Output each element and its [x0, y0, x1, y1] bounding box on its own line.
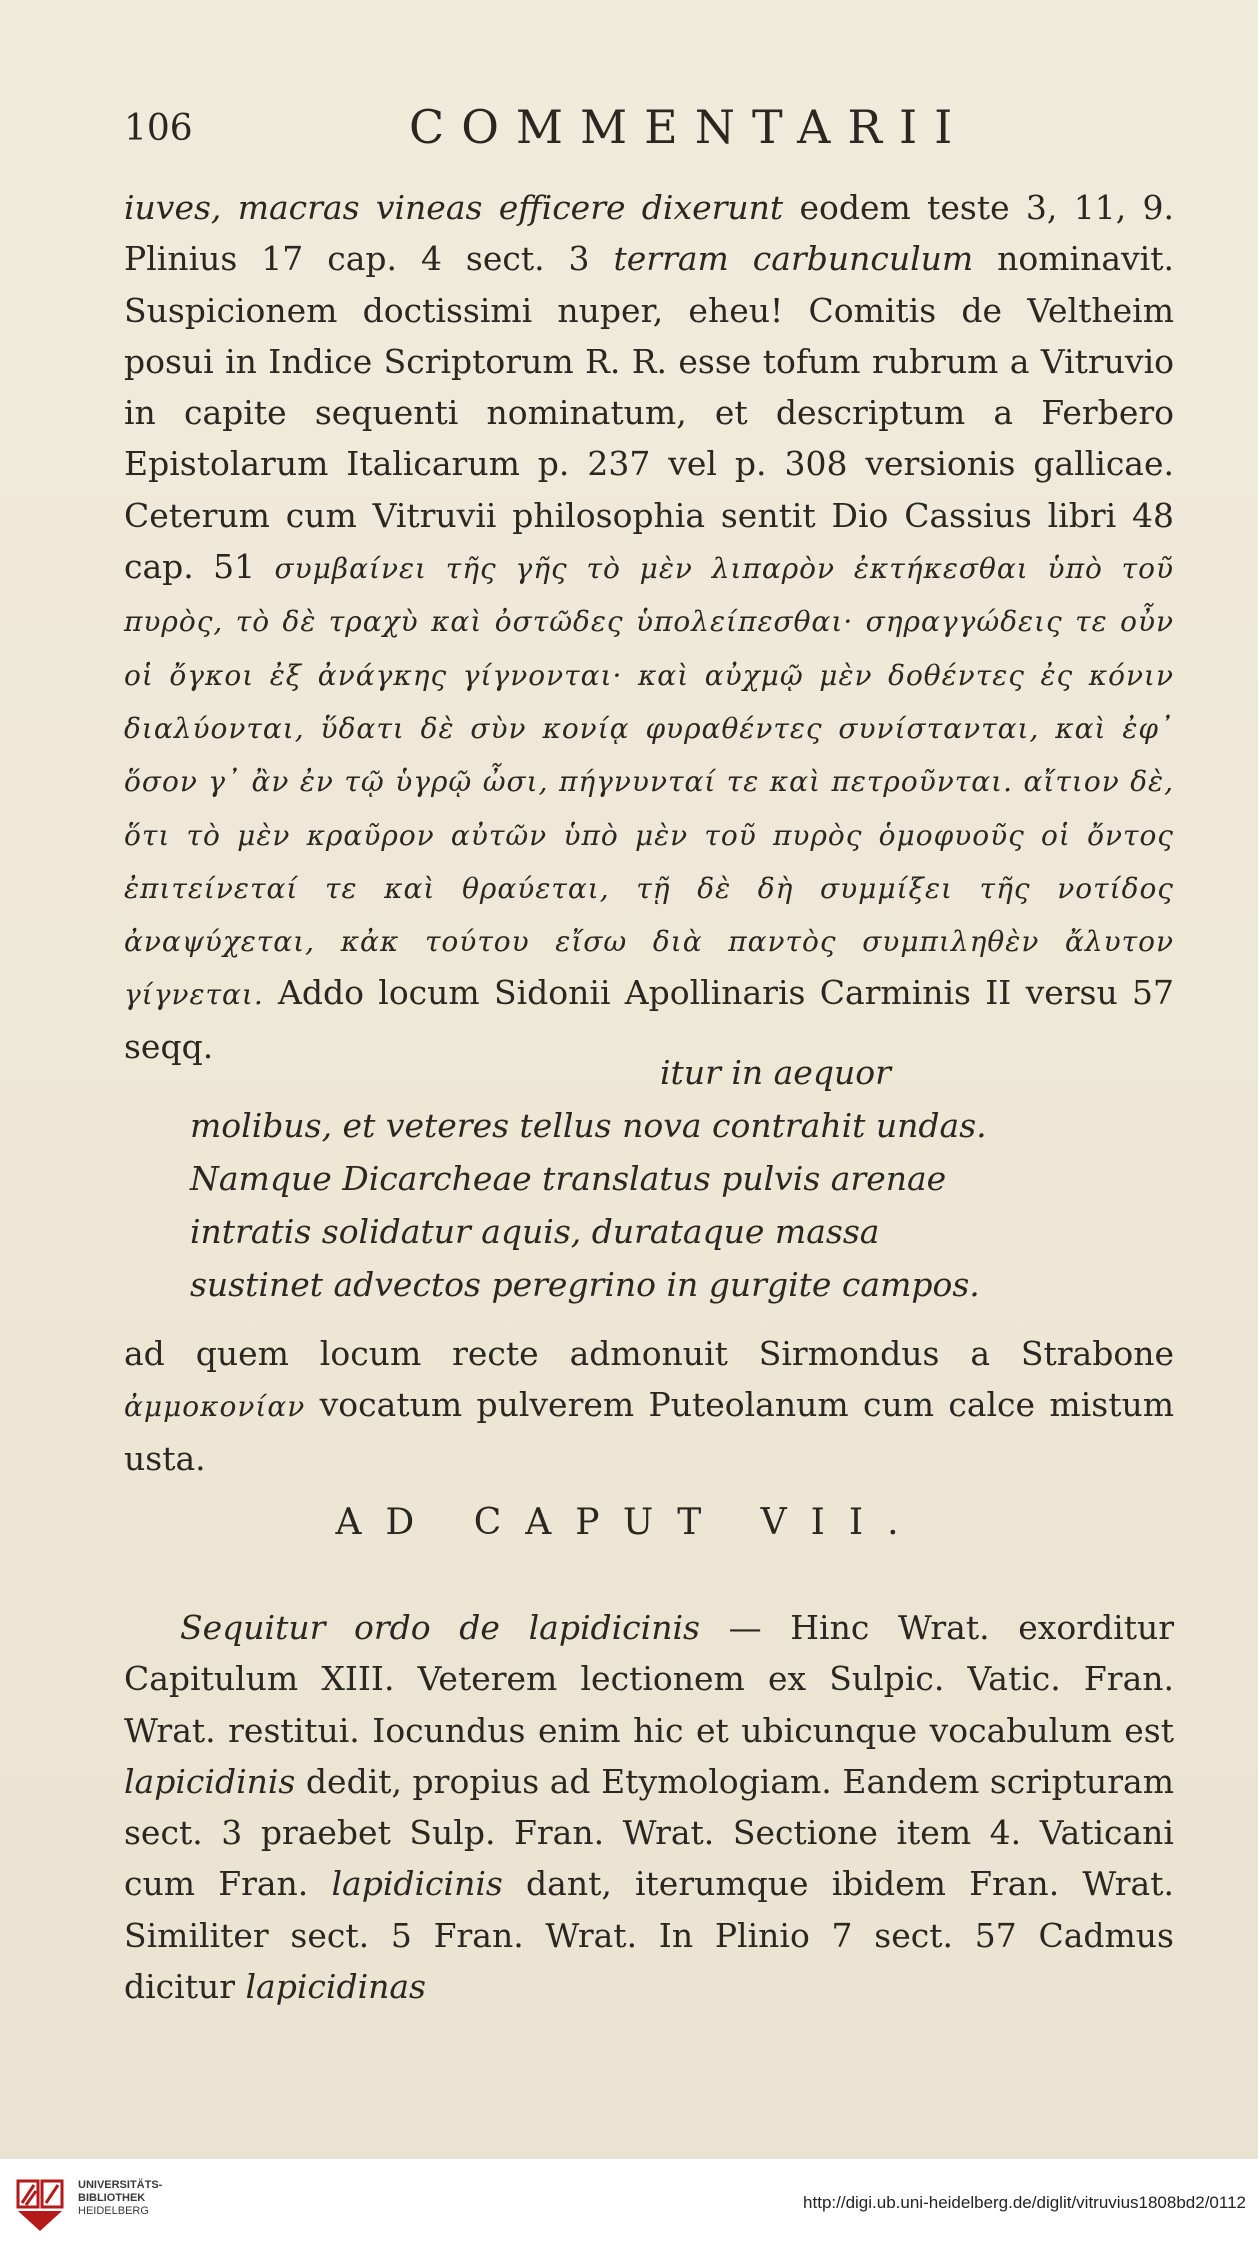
verse-line: itur in aequor — [660, 1053, 891, 1092]
running-head: COMMENTARII — [409, 100, 970, 154]
verse-line: molibus, et veteres tellus nova contrahit undas. — [190, 1106, 987, 1145]
library-line: UNIVERSITÄTS- — [78, 2179, 163, 2191]
verse-line: intratis solidatur aquis, durataque massa — [190, 1212, 880, 1251]
italic-text: terram carbunculum — [613, 239, 974, 279]
greek-word: ἀμμοκονίαν — [124, 1390, 306, 1424]
body-text: Addo locum Sidonii Apollinaris Carminis II versu 57 seqq. — [124, 973, 1174, 1066]
italic-text: Sequitur ordo de lapidicinis — [180, 1608, 700, 1647]
body-text: vocatum pulverem Puteolanum cum calce mistum usta. — [124, 1385, 1174, 1478]
paragraph-commentary-3 — [124, 1602, 1174, 2012]
verse-line: sustinet advectos peregrino in gurgite campos. — [190, 1265, 980, 1304]
section-heading: AD CAPUT VII. — [335, 1502, 923, 1543]
university-seal-icon — [12, 2177, 68, 2233]
library-name — [78, 2179, 162, 2218]
paragraph-commentary-2 — [124, 1328, 1174, 1484]
page-number: 106 — [124, 108, 193, 149]
body-text: — Hinc Wrat. exorditur Capitulum XIII. Veterem lectionem ex Sulpic. Vatic. Fran. Wrat. restitui. Iocundus enim hic et ubicunque vocabulum est — [124, 1608, 1174, 1750]
italic-text: lapidicinis — [331, 1864, 503, 1904]
permalink-url[interactable]: http://digi.ub.uni-heidelberg.de/diglit/vitruvius1808bd2/0112 — [803, 2193, 1246, 2212]
body-text: eodem teste 3, 11, 9. Plinius 17 cap. 4 sect. 3 — [124, 188, 1174, 279]
body-text: nominavit. Suspicionem doctissimi nuper, eheu! Comitis de Veltheim posui in Indice Scriptorum R. R. esse tofum rubrum a Vitruvio in capite sequenti nominatum, et descriptum a Ferbero Epistolarum Italicarum p. 237 vel p. 308 versionis gallicae. Ceterum cum Vitruvii philosophia sentit Dio Cassius libri 48 cap. 51 — [124, 239, 1174, 587]
footer-bar — [0, 2158, 1258, 2249]
italic-text: lapicidinis — [124, 1761, 296, 1801]
page-header — [124, 98, 1174, 158]
verse-quotation — [190, 1046, 1090, 1311]
italic-text: lapicidinas — [245, 1967, 426, 2007]
italic-text: iuves, macras vineas efficere dixerunt — [124, 188, 784, 227]
library-line: BIBLIOTHEK — [78, 2192, 146, 2204]
body-text: ad quem locum recte admonuit Sirmondus a Strabone — [124, 1334, 1174, 1373]
paragraph-commentary-1 — [124, 182, 1174, 1072]
body-text: dedit, propius ad Etymologiam. Eandem scripturam sect. 3 praebet Sulp. Fran. Wrat. Sectione item 4. Vaticani cum Fran. — [124, 1761, 1174, 1904]
greek-quotation: συμβαίνει τῆς γῆς τὸ μὲν λιπαρὸν ἐκτήκεσθαι ὑπὸ τοῦ πυρὸς, τὸ δὲ τραχὺ καὶ ὀστῶδες ὑπολείπεσθαι· σηραγγώδεις τε οὖν οἱ ὄγκοι ἐξ ἀνάγκης γίγνονται· καὶ αὐχμῷ μὲν δοθέντες ἐς κόνιν διαλύονται, ὕδατι δὲ σὺν κονίᾳ φυραθέντες συνίστανται, καὶ ἐφ᾽ ὅσον γ᾽ ἂν ἐν τῷ ὑγρῷ ὦσι, πήγνυνταί τε καὶ πετροῦνται. αἴτιον δὲ, ὅτι τὸ μὲν κραῦρον αὐτῶν ὑπὸ μὲν τοῦ πυρὸς ὁμοφυοῦς οἱ ὄντος ἐπιτείνεταί τε καὶ θραύεται, τῇ δὲ δὴ συμμίξει τῆς νοτίδος ἀναψύχεται, κἀκ τούτου εἴσω διὰ παντὸς συμπιληθὲν ἄλυτον γίγνεται. — [124, 552, 1174, 1012]
library-line: HEIDELBERG — [78, 2205, 149, 2217]
verse-line: Namque Dicarcheae translatus pulvis arenae — [190, 1159, 947, 1198]
body-text: dant, iterumque ibidem Fran. Wrat. Similiter sect. 5 Fran. Wrat. In Plinio 7 sect. 57 Cadmus dicitur — [124, 1864, 1174, 2007]
